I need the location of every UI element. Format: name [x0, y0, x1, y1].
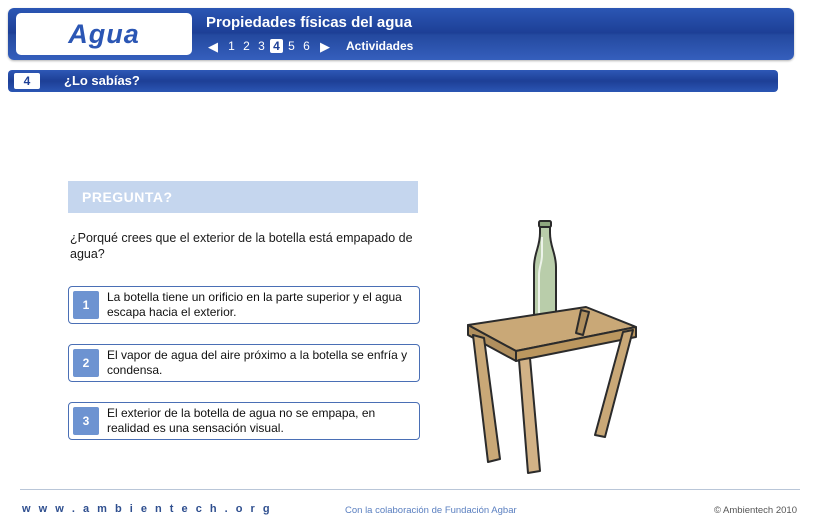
table-icon — [468, 307, 636, 473]
answer-option-3[interactable] — [68, 402, 420, 440]
page-navigation — [202, 36, 413, 56]
page-button-4[interactable]: 4 — [270, 39, 283, 53]
answer-option-1[interactable] — [68, 286, 420, 324]
page-button-1[interactable]: 1 — [228, 39, 235, 53]
answer-text-1: La botella tiene un orificio en la parte superior y el agua escapa hacia el exterior. — [107, 290, 402, 319]
bottle-icon — [534, 221, 556, 321]
question-text: ¿Porqué crees que el exterior de la botella está empapado de agua? — [70, 231, 413, 261]
page-button-2[interactable]: 2 — [243, 39, 250, 53]
answer-number-1: 1 — [73, 291, 99, 319]
section-number: 4 — [14, 73, 40, 89]
app-header — [8, 8, 794, 60]
page-button-5[interactable]: 5 — [288, 39, 295, 53]
answer-option-2[interactable] — [68, 344, 420, 382]
footer-divider — [20, 489, 800, 490]
section-subheader — [8, 70, 778, 92]
question-banner-label: PREGUNTA? — [82, 189, 173, 205]
page-button-3[interactable]: 3 — [258, 39, 265, 53]
footer-collaboration: Con la colaboración de Fundación Agbar — [345, 505, 517, 516]
footer-website[interactable]: w w w . a m b i e n t e c h . o r g — [22, 503, 273, 515]
page-title: Propiedades físicas del agua — [206, 14, 412, 31]
footer-copyright: © Ambientech 2010 — [713, 505, 797, 516]
right-triangle-icon[interactable]: ▶ — [320, 38, 330, 54]
answer-number-2: 2 — [73, 349, 99, 377]
question-banner — [68, 181, 418, 213]
logo-text: Agua — [68, 18, 140, 49]
left-triangle-icon[interactable]: ◀ — [208, 38, 218, 54]
section-label: ¿Lo sabías? — [64, 73, 140, 88]
answer-text-3: El exterior de la botella de agua no se empapa, en realidad es una sensación visual. — [107, 406, 376, 435]
page-button-6[interactable]: 6 — [303, 39, 310, 53]
answer-number-3: 3 — [73, 407, 99, 435]
logo-box — [16, 13, 192, 55]
activities-link[interactable]: Actividades — [346, 39, 414, 53]
bottle-on-table-illustration — [440, 215, 690, 485]
answer-text-2: El vapor de agua del aire próximo a la botella se enfría y condensa. — [107, 348, 408, 377]
